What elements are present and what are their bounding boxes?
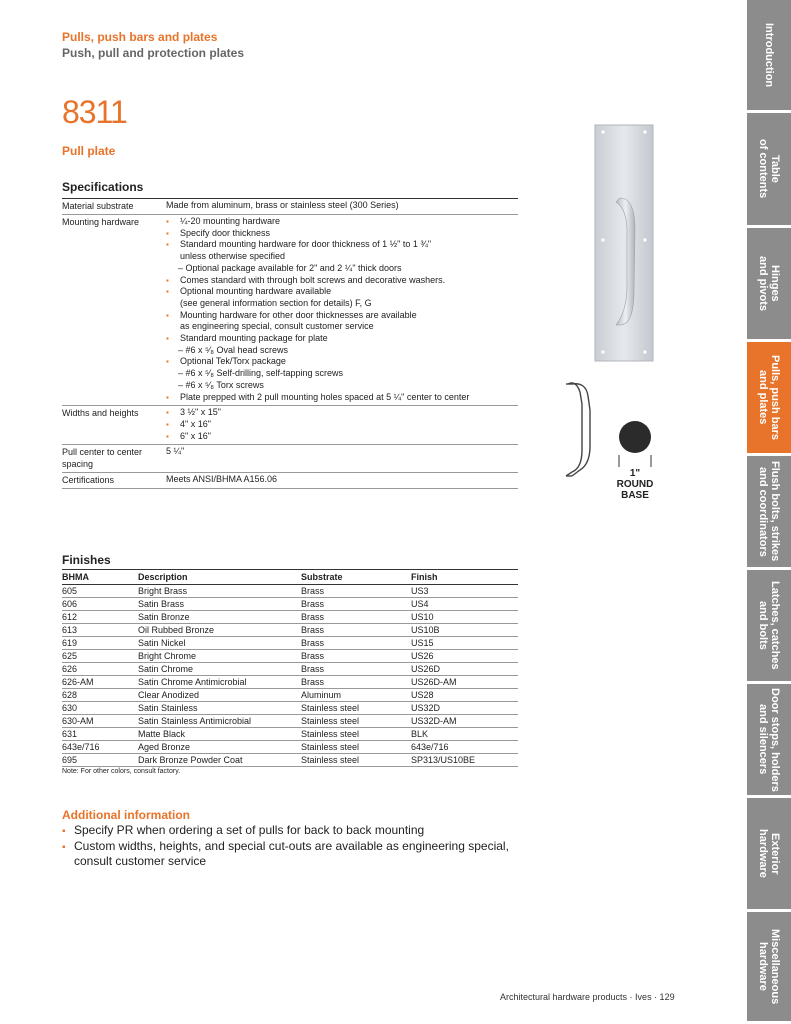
round-base-icon bbox=[612, 415, 658, 469]
tab-label: Pulls, push bars and plates bbox=[757, 355, 781, 440]
mounting-hardware-list bbox=[166, 216, 518, 403]
table-cell: US28 bbox=[411, 689, 518, 702]
table-cell: Brass bbox=[301, 598, 411, 611]
spec-label: Widths and heights bbox=[62, 408, 139, 419]
table-cell: 612 bbox=[62, 611, 138, 624]
table-cell: Satin Chrome Antimicrobial bbox=[138, 676, 301, 689]
table-cell: Bright Chrome bbox=[138, 650, 301, 663]
tab-label: Latches, catches and bolts bbox=[757, 581, 781, 670]
table-cell: US10 bbox=[411, 611, 518, 624]
table-cell: 606 bbox=[62, 598, 138, 611]
tab-section-0[interactable] bbox=[747, 0, 791, 113]
table-row bbox=[62, 728, 518, 741]
pull-side-profile bbox=[562, 380, 602, 480]
table-cell: US26D-AM bbox=[411, 676, 518, 689]
spec-label: Pull center to center spacing bbox=[62, 447, 143, 470]
specifications-table bbox=[62, 198, 518, 489]
mounting-line: as engineering special, consult customer service bbox=[180, 321, 374, 332]
table-cell: Aluminum bbox=[301, 689, 411, 702]
table-cell: Stainless steel bbox=[301, 754, 411, 767]
width-item: ▪ 3 ½" x 15" bbox=[166, 407, 518, 419]
table-row bbox=[62, 637, 518, 650]
base-line1: ROUND bbox=[616, 479, 654, 490]
page-footer: Architectural hardware products · Ives · 129 bbox=[500, 992, 675, 1002]
table-cell: SP313/US10BE bbox=[411, 754, 518, 767]
mounting-line: unless otherwise specified bbox=[180, 251, 286, 262]
tab-label: Introduction bbox=[763, 22, 775, 88]
table-cell: 631 bbox=[62, 728, 138, 741]
mounting-line: ▪ Standard mounting hardware for door thickness of 1 ½" to 1 ¾" bbox=[166, 239, 518, 251]
spec-row-pull-center bbox=[62, 445, 518, 473]
mounting-line: ▪ Standard mounting package for plate bbox=[166, 333, 518, 345]
additional-info-title: Additional information bbox=[62, 808, 190, 822]
table-cell: 613 bbox=[62, 624, 138, 637]
table-row bbox=[62, 598, 518, 611]
mounting-line: – #6 x ⁵⁄₈ Torx screws bbox=[178, 379, 264, 390]
table-cell: US32D-AM bbox=[411, 715, 518, 728]
table-row bbox=[62, 676, 518, 689]
additional-info-list bbox=[62, 823, 532, 870]
table-cell: 605 bbox=[62, 585, 138, 598]
table-cell: Stainless steel bbox=[301, 741, 411, 754]
mounting-line: ▪ Plate prepped with 2 pull mounting holes spaced at 5 ¼" center to center bbox=[166, 392, 518, 404]
tab-section-4[interactable] bbox=[747, 456, 791, 570]
table-cell: Matte Black bbox=[138, 728, 301, 741]
tab-section-5[interactable] bbox=[747, 570, 791, 684]
mounting-line: – #6 x ⁵⁄₈ Oval head screws bbox=[178, 344, 289, 355]
table-cell: 695 bbox=[62, 754, 138, 767]
tab-section-2[interactable] bbox=[747, 228, 791, 342]
additional-info-item: ▪ Specify PR when ordering a set of pulls for back to back mounting bbox=[62, 823, 532, 839]
spec-row-material bbox=[62, 198, 518, 215]
mounting-line: – #6 x ⁵⁄₈ Self-drilling, self-tapping screws bbox=[178, 368, 344, 379]
model-number: 8311 bbox=[62, 94, 127, 130]
mounting-line: ▪ Optional mounting hardware available bbox=[166, 286, 518, 298]
tab-label: Miscellaneous hardware bbox=[757, 928, 781, 1005]
table-row bbox=[62, 754, 518, 767]
spec-label: Mounting hardware bbox=[62, 217, 140, 227]
mounting-line: ▪ Optional Tek/Torx package bbox=[166, 356, 518, 368]
table-cell: BLK bbox=[411, 728, 518, 741]
table-cell: US15 bbox=[411, 637, 518, 650]
table-cell: 619 bbox=[62, 637, 138, 650]
spec-value: 5 ¼" bbox=[166, 446, 185, 457]
table-cell: Oil Rubbed Bronze bbox=[138, 624, 301, 637]
mounting-line: ▪ Mounting hardware for other door thicknesses are available bbox=[166, 310, 518, 322]
table-cell: Bright Brass bbox=[138, 585, 301, 598]
spec-value: Made from aluminum, brass or stainless steel (300 Series) bbox=[166, 200, 399, 210]
col-header: Finish bbox=[411, 570, 518, 585]
tab-section-8[interactable] bbox=[747, 912, 791, 1024]
table-cell: Satin Chrome bbox=[138, 663, 301, 676]
category-header: Pulls, push bars and plates bbox=[62, 30, 218, 44]
tab-label: Exterior hardware bbox=[757, 829, 781, 878]
table-cell: Brass bbox=[301, 624, 411, 637]
table-row bbox=[62, 741, 518, 754]
width-item: ▪ 6" x 16" bbox=[166, 431, 518, 443]
mounting-line: – Optional package available for 2" and 2 ¼" thick doors bbox=[178, 262, 402, 273]
tab-section-1[interactable] bbox=[747, 113, 791, 228]
mounting-line: ▪ ¼-20 mounting hardware bbox=[166, 216, 518, 228]
tab-label: Door stops, holders and silencers bbox=[757, 687, 781, 792]
table-cell: 630-AM bbox=[62, 715, 138, 728]
table-row bbox=[62, 715, 518, 728]
base-line2: BASE bbox=[621, 490, 649, 501]
spec-label: Material substrate bbox=[62, 201, 134, 211]
table-cell: US4 bbox=[411, 598, 518, 611]
pull-plate-illustration bbox=[590, 120, 660, 365]
table-row bbox=[62, 611, 518, 624]
mounting-line: ▪ Comes standard with through bolt screws and decorative washers. bbox=[166, 275, 518, 287]
table-row bbox=[62, 689, 518, 702]
table-cell: Satin Bronze bbox=[138, 611, 301, 624]
col-header: Description bbox=[138, 570, 301, 585]
spec-row-widths bbox=[62, 406, 518, 445]
finishes-table bbox=[62, 569, 518, 767]
table-cell: Satin Nickel bbox=[138, 637, 301, 650]
table-cell: Dark Bronze Powder Coat bbox=[138, 754, 301, 767]
spec-row-mounting bbox=[62, 215, 518, 406]
widths-list bbox=[166, 407, 518, 442]
finishes-note: Note: For other colors, consult factory. bbox=[62, 768, 181, 775]
col-header: Substrate bbox=[301, 570, 411, 585]
table-row bbox=[62, 663, 518, 676]
tab-section-7[interactable] bbox=[747, 798, 791, 912]
table-cell: 630 bbox=[62, 702, 138, 715]
table-cell: Brass bbox=[301, 637, 411, 650]
table-cell: US26 bbox=[411, 650, 518, 663]
finishes-body bbox=[62, 585, 518, 767]
tab-section-3[interactable] bbox=[747, 342, 791, 456]
spec-value: Meets ANSI/BHMA A156.06 bbox=[166, 474, 278, 485]
table-cell: US32D bbox=[411, 702, 518, 715]
table-row bbox=[62, 650, 518, 663]
specifications-title: Specifications bbox=[62, 180, 144, 194]
tab-label: Table of contents bbox=[757, 139, 781, 199]
additional-info-item: ▪ Custom widths, heights, and special cut-outs are available as engineering special, consult customer service bbox=[62, 839, 532, 870]
spec-label: Certifications bbox=[62, 475, 115, 486]
table-row bbox=[62, 624, 518, 637]
tab-section-6[interactable] bbox=[747, 684, 791, 798]
table-cell: Clear Anodized bbox=[138, 689, 301, 702]
table-cell: Brass bbox=[301, 663, 411, 676]
table-cell: Aged Bronze bbox=[138, 741, 301, 754]
table-row bbox=[62, 585, 518, 598]
mounting-line: ▪ Specify door thickness bbox=[166, 228, 518, 240]
table-cell: 628 bbox=[62, 689, 138, 702]
subcategory-header: Push, pull and protection plates bbox=[62, 46, 245, 60]
table-cell: Brass bbox=[301, 650, 411, 663]
tab-label: Hinges and pivots bbox=[757, 255, 781, 311]
finishes-title: Finishes bbox=[62, 553, 111, 567]
base-size: 1" bbox=[629, 468, 641, 479]
table-cell: US26D bbox=[411, 663, 518, 676]
table-cell: Brass bbox=[301, 611, 411, 624]
table-cell: Stainless steel bbox=[301, 728, 411, 741]
table-cell: Brass bbox=[301, 676, 411, 689]
table-cell: Satin Brass bbox=[138, 598, 301, 611]
table-row bbox=[62, 702, 518, 715]
table-cell: 626-AM bbox=[62, 676, 138, 689]
table-cell: Stainless steel bbox=[301, 702, 411, 715]
table-cell: Satin Stainless Antimicrobial bbox=[138, 715, 301, 728]
table-cell: Satin Stainless bbox=[138, 702, 301, 715]
tab-label: Flush bolts, strikes and coordinators bbox=[757, 461, 781, 562]
table-cell: 643e/716 bbox=[62, 741, 138, 754]
table-cell: US3 bbox=[411, 585, 518, 598]
col-header: BHMA bbox=[62, 570, 138, 585]
table-cell: 626 bbox=[62, 663, 138, 676]
table-cell: US10B bbox=[411, 624, 518, 637]
mounting-line: (see general information section for details) F, G bbox=[180, 297, 372, 308]
product-name: Pull plate bbox=[62, 144, 116, 158]
table-cell: Stainless steel bbox=[301, 715, 411, 728]
round-base-label bbox=[610, 468, 660, 501]
table-cell: Brass bbox=[301, 585, 411, 598]
table-cell: 643e/716 bbox=[411, 741, 518, 754]
finishes-header-row bbox=[62, 570, 518, 585]
width-item: ▪ 4" x 16" bbox=[166, 419, 518, 431]
table-cell: 625 bbox=[62, 650, 138, 663]
spec-row-certifications bbox=[62, 473, 518, 489]
